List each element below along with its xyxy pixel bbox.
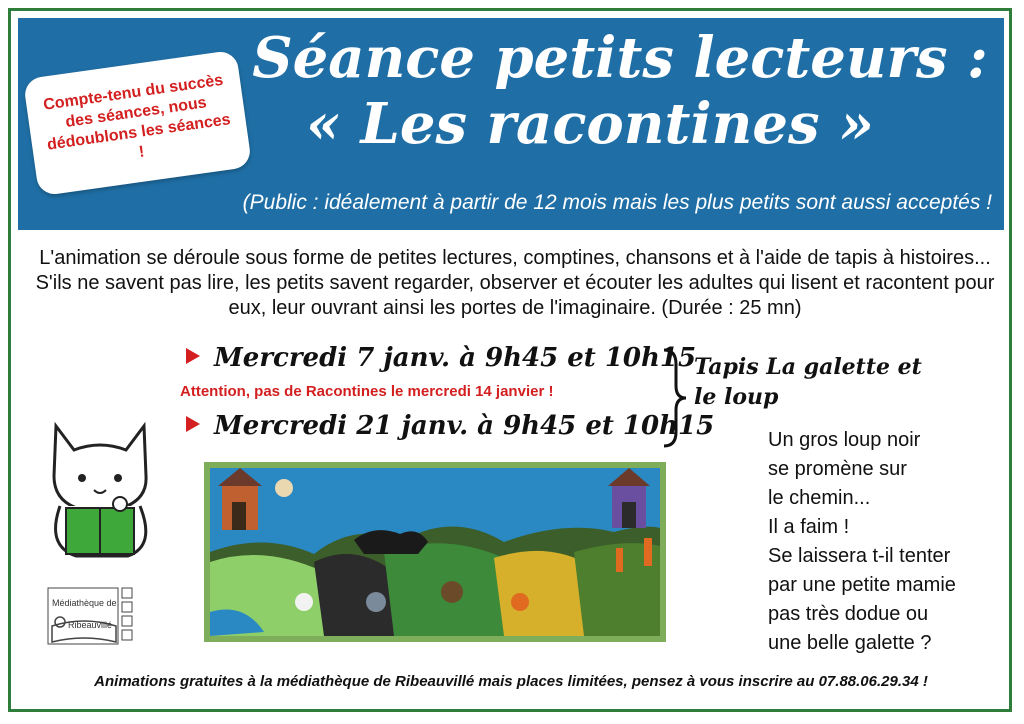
story-mat-image xyxy=(204,462,666,642)
footer-note: Animations gratuites à la médiathèque de Ribeauvillé mais places limitées, pensez à vous inscrire au 07.88.06.29.34 ! xyxy=(94,673,928,690)
session-date-label: Mercredi 21 janv. à 9h45 et 10h15 xyxy=(214,411,715,441)
story-line: le chemin... xyxy=(768,487,871,509)
library-logo xyxy=(46,586,136,650)
description-text: L'animation se déroule sous forme de petites lectures, comptines, chansons et à l'aide de tapis à histoires... S'ils ne savent pas lire, les petits savent regarder, observer et écouter les adultes qui lisent et racontent pour eux, leur ouvrant ainsi les portes de l'imaginaire. (Durée : 25 mn) xyxy=(35,247,995,319)
story-line: par une petite mamie xyxy=(768,574,956,596)
page-subtitle: « Les racontines » xyxy=(306,91,874,157)
attention-notice: Attention, pas de Racontines le mercredi 14 janvier ! xyxy=(180,383,554,400)
library-logo-icon xyxy=(46,586,136,650)
badge-text: Compte-tenu du succès des séances, nous dédoublons les séances ! xyxy=(42,71,232,162)
session-date-2 xyxy=(186,410,714,442)
logo-line1: Médiathèque de xyxy=(52,598,117,608)
arrow-right-icon xyxy=(186,348,200,364)
session-date-label: Mercredi 7 janv. à 9h45 et 10h15 xyxy=(214,343,697,373)
curly-brace-icon xyxy=(660,346,690,450)
logo-line2: Ribeauvillé xyxy=(68,620,113,630)
story-line: Un gros loup noir xyxy=(768,429,921,451)
story-text xyxy=(768,426,1008,658)
cat-reading-image xyxy=(36,416,166,566)
arrow-right-icon xyxy=(186,416,200,432)
story-line: Il a faim ! xyxy=(768,516,850,538)
session-date-1 xyxy=(186,342,696,374)
story-line: pas très dodue ou xyxy=(768,603,929,625)
story-line: Se laissera t-il tenter xyxy=(768,545,951,567)
story-line: se promène sur xyxy=(768,458,907,480)
page-title: Séance petits lecteurs : xyxy=(252,25,988,91)
public-note: (Public : idéalement à partir de 12 mois mais les plus petits sont aussi acceptés ! xyxy=(242,191,992,214)
tapis-title: Tapis La galette et le loup xyxy=(694,354,922,410)
story-line: une belle galette ? xyxy=(768,632,932,654)
